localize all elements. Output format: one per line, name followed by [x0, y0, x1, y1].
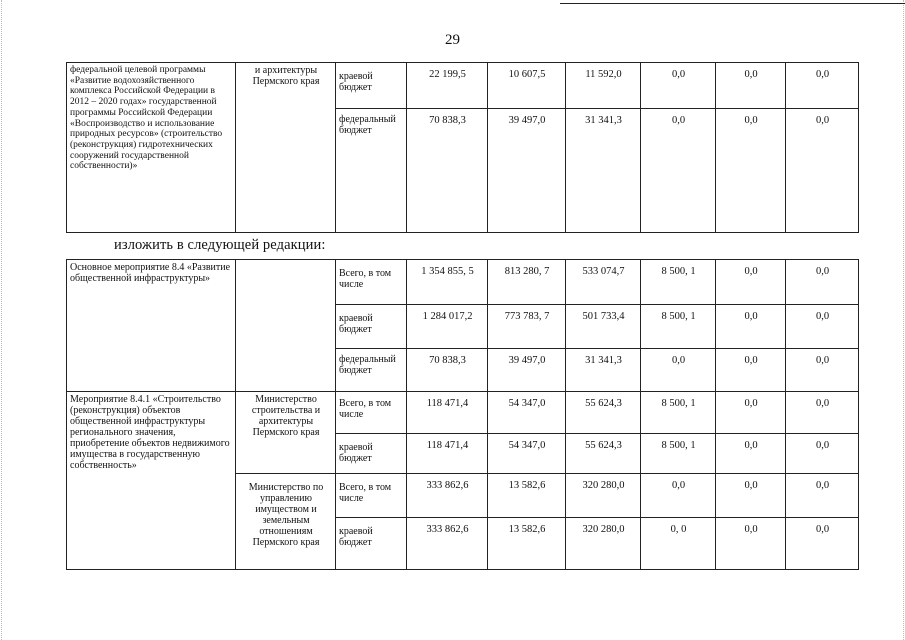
value-cell: 39 497,0: [488, 349, 566, 392]
executor-cell: Министерство строительства и архитектуры Пермского края: [236, 392, 336, 474]
value-cell: 0,0: [716, 349, 786, 392]
value-cell: 0,0: [716, 518, 786, 570]
old-program-table: [66, 62, 859, 233]
funding-source: краевой бюджет: [336, 305, 407, 349]
funding-source: Всего, в том числе: [336, 392, 407, 434]
new-program-table: [66, 259, 859, 570]
value-cell: 1 354 855, 5: [407, 260, 488, 305]
funding-source: краевой бюджет: [336, 518, 407, 570]
value-cell: 533 074,7: [566, 260, 641, 305]
value-cell: 1 284 017,2: [407, 305, 488, 349]
value-cell: 773 783, 7: [488, 305, 566, 349]
executor-cell: Министерство по управлению имуществом и земельным отношениям Пермского края: [236, 474, 336, 570]
value-cell: 0,0: [716, 63, 786, 109]
value-cell: 0,0: [716, 474, 786, 518]
value-cell: 0,0: [786, 63, 859, 109]
funding-source: Всего, в том числе: [336, 474, 407, 518]
page-edge-left: [1, 0, 3, 640]
value-cell: 0,0: [786, 305, 859, 349]
value-cell: 0,0: [641, 63, 716, 109]
value-cell: 70 838,3: [407, 349, 488, 392]
value-cell: 10 607,5: [488, 63, 566, 109]
value-cell: 0,0: [641, 474, 716, 518]
value-cell: 0,0: [716, 260, 786, 305]
top-rule: [560, 3, 905, 4]
value-cell: 813 280, 7: [488, 260, 566, 305]
funding-source: федеральный бюджет: [336, 349, 407, 392]
value-cell: 8 500, 1: [641, 260, 716, 305]
value-cell: 22 199,5: [407, 63, 488, 109]
value-cell: 13 582,6: [488, 474, 566, 518]
main-measure-description: Основное мероприятие 8.4 «Развитие общественной инфраструктуры»: [67, 260, 236, 392]
value-cell: 0,0: [786, 392, 859, 434]
value-cell: 70 838,3: [407, 109, 488, 233]
value-cell: 0,0: [786, 518, 859, 570]
value-cell: 0,0: [786, 434, 859, 474]
value-cell: 31 341,3: [566, 349, 641, 392]
value-cell: 0,0: [786, 260, 859, 305]
value-cell: 320 280,0: [566, 474, 641, 518]
value-cell: 118 471,4: [407, 434, 488, 474]
value-cell: 31 341,3: [566, 109, 641, 233]
value-cell: 0,0: [641, 109, 716, 233]
funding-source: федеральный бюджет: [336, 109, 407, 233]
program-description: федеральной целевой программы «Развитие водохозяйственного комплекса Российской Федерации в 2012 – 2020 годах» государственной программы Российской Федерации «Воспроизводство и использование природных ресурсов» (строительство (реконструкция) гидротехнических сооружений государственной собственности)»: [67, 63, 236, 233]
value-cell: 501 733,4: [566, 305, 641, 349]
value-cell: 0,0: [641, 349, 716, 392]
value-cell: 0,0: [716, 434, 786, 474]
value-cell: 0, 0: [641, 518, 716, 570]
value-cell: 0,0: [716, 305, 786, 349]
value-cell: 13 582,6: [488, 518, 566, 570]
value-cell: 0,0: [786, 474, 859, 518]
value-cell: 54 347,0: [488, 392, 566, 434]
value-cell: 0,0: [716, 392, 786, 434]
edit-caption: изложить в следующей редакции:: [114, 237, 326, 253]
executor-cell: и архитектуры Пермского края: [236, 63, 336, 233]
executor-cell: [236, 260, 336, 392]
value-cell: 0,0: [786, 349, 859, 392]
value-cell: 320 280,0: [566, 518, 641, 570]
value-cell: 333 862,6: [407, 518, 488, 570]
funding-source: Всего, в том числе: [336, 260, 407, 305]
value-cell: 11 592,0: [566, 63, 641, 109]
sub-measure-description: Мероприятие 8.4.1 «Строительство (реконструкция) объектов общественной инфраструктуры регионального значения, приобретение объектов недвижимого имущества в государственную собственность»: [67, 392, 236, 570]
value-cell: 0,0: [716, 109, 786, 233]
value-cell: 55 624,3: [566, 392, 641, 434]
funding-source: краевой бюджет: [336, 63, 407, 109]
page-number: 29: [445, 32, 460, 48]
value-cell: 8 500, 1: [641, 305, 716, 349]
value-cell: 54 347,0: [488, 434, 566, 474]
value-cell: 8 500, 1: [641, 434, 716, 474]
value-cell: 333 862,6: [407, 474, 488, 518]
value-cell: 39 497,0: [488, 109, 566, 233]
value-cell: 8 500, 1: [641, 392, 716, 434]
value-cell: 55 624,3: [566, 434, 641, 474]
value-cell: 118 471,4: [407, 392, 488, 434]
funding-source: краевой бюджет: [336, 434, 407, 474]
value-cell: 0,0: [786, 109, 859, 233]
